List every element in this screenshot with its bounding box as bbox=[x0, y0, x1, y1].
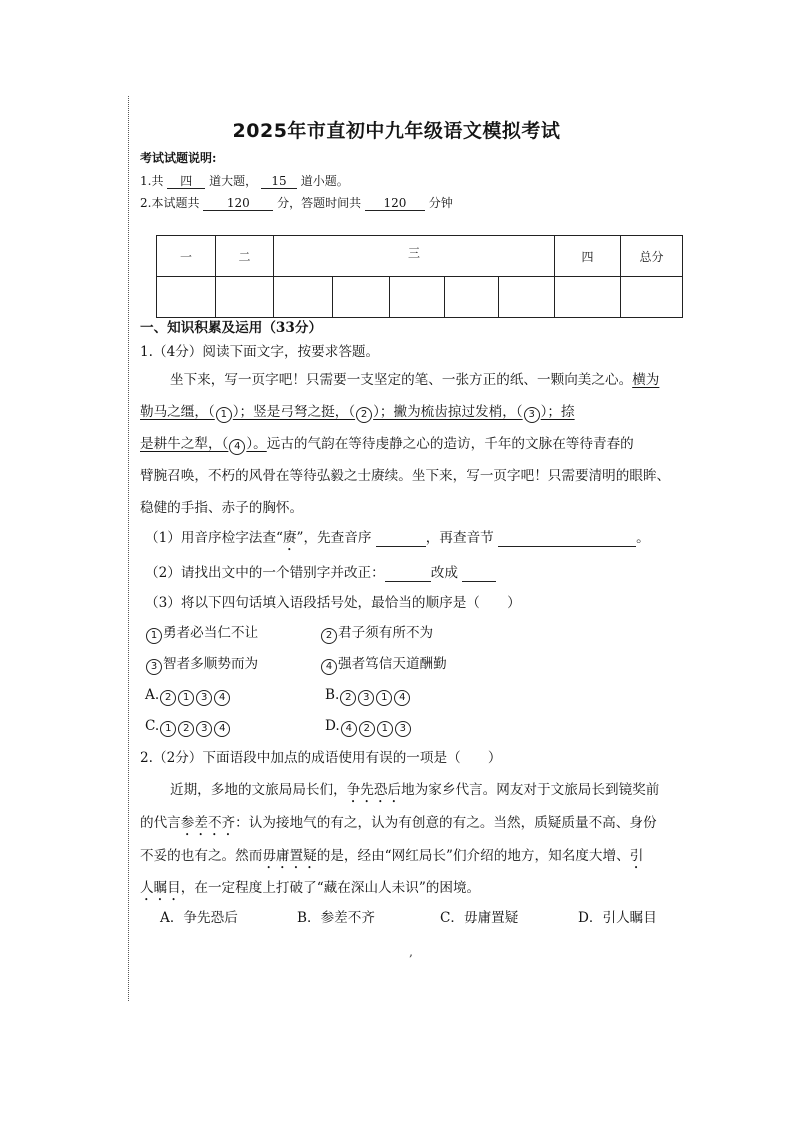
q1-stem: 1.（4分）阅读下面文字，按要求答题。 bbox=[140, 344, 380, 360]
item-text: 勇者必当仁不让 bbox=[163, 625, 259, 641]
q1-p2-b: ）；竖是弓弩之挺，（ bbox=[232, 404, 356, 420]
instr2-total-points: 120 bbox=[203, 197, 273, 211]
q2-p2-c: ：认为接地气的有之，认为有创意的有之。当然，质疑质量不高、身份 bbox=[235, 815, 657, 831]
q1-sub2-b: 改成 bbox=[430, 565, 458, 581]
score-header-4: 四 bbox=[555, 236, 621, 277]
scan-speck: ‚ bbox=[409, 945, 413, 959]
q2-idiom-dotted: 参差不齐 bbox=[180, 815, 236, 831]
seq-number: 1 bbox=[178, 690, 194, 706]
answer-blank-wrong-char[interactable] bbox=[385, 566, 431, 582]
score-cell[interactable] bbox=[390, 277, 445, 318]
score-header-2: 二 bbox=[216, 236, 274, 277]
instructions-line-2 bbox=[140, 197, 453, 211]
q2-p3-a: 不妥的也有之。 bbox=[140, 848, 236, 864]
q1-p3-b: ）。 bbox=[246, 436, 267, 452]
q1-sub-1 bbox=[145, 530, 650, 554]
sentence-item bbox=[145, 658, 258, 675]
q1-paragraph-line-1 bbox=[170, 374, 659, 388]
instr1-question-count: 15 bbox=[261, 175, 297, 189]
instr2-e: 分钟 bbox=[428, 196, 453, 210]
seq-number: 4 bbox=[394, 690, 410, 706]
item-number: 3 bbox=[146, 659, 162, 675]
score-header-3: 三 bbox=[274, 236, 555, 277]
item-text: 强者笃信天道酬勤 bbox=[338, 656, 447, 672]
page-title: 2025年市直初中九年级语文模拟考试 bbox=[232, 120, 561, 142]
seq-number: 3 bbox=[358, 690, 374, 706]
q2-idiom-dotted: 毋庸置疑 bbox=[262, 848, 317, 864]
q1-sub-3: （3）将以下四句话填入语段括号处，最恰当的顺序是（ ） bbox=[145, 595, 521, 611]
score-header-total: 总分 bbox=[621, 236, 683, 277]
blank-marker-2: 2 bbox=[356, 407, 372, 423]
instr2-time: 120 bbox=[365, 197, 425, 211]
seq-number: 1 bbox=[160, 721, 176, 737]
answer-blank-letter[interactable] bbox=[376, 531, 426, 547]
q1-sub-2 bbox=[145, 566, 496, 582]
item-number: 2 bbox=[321, 628, 337, 644]
q1-sub1-b: ”，先查音序 bbox=[296, 530, 372, 546]
answer-blank-correct-char[interactable] bbox=[462, 566, 496, 582]
q2-paragraph-line-2 bbox=[140, 815, 657, 839]
instr1-c: 道大题， bbox=[209, 174, 258, 188]
seq-number: 1 bbox=[377, 721, 393, 737]
instructions-line-1 bbox=[140, 175, 349, 189]
option-a[interactable] bbox=[145, 689, 231, 706]
q2-option-c[interactable]: C．毋庸置疑 bbox=[440, 910, 519, 926]
score-cell[interactable] bbox=[555, 277, 621, 318]
option-label: B. bbox=[325, 687, 340, 703]
instr1-section-count: 四 bbox=[167, 175, 205, 189]
q1-p3-underlined bbox=[140, 436, 267, 452]
score-cell[interactable] bbox=[216, 277, 274, 318]
q2-paragraph-line-1 bbox=[170, 782, 659, 806]
q2-p3-d: 的是，经由“网红局长”们介绍的地方，知名度大增、 bbox=[316, 848, 630, 864]
q1-sub1-d: 。 bbox=[636, 530, 650, 546]
q1-sub1-c: ，再查音节 bbox=[425, 530, 494, 546]
blank-marker-4: 4 bbox=[229, 439, 245, 455]
option-label: A. bbox=[145, 687, 160, 703]
q1-paragraph-line-5: 稳健的手指、赤子的胸怀。 bbox=[140, 500, 304, 516]
q1-sub2-a: （2）请找出文中的一个错别字并改正： bbox=[145, 565, 385, 581]
q2-idiom-dotted: 争先恐后 bbox=[346, 782, 402, 798]
option-b[interactable] bbox=[325, 689, 411, 706]
option-d[interactable] bbox=[325, 720, 412, 737]
answer-blank-syllable[interactable] bbox=[498, 531, 636, 547]
q2-p4-b: ，在一定程度上打破了“藏在深山人未识”的困境。 bbox=[180, 880, 481, 896]
q2-p2-a: 的代言 bbox=[140, 815, 181, 831]
seq-number: 2 bbox=[340, 690, 356, 706]
instr2-c: 分，答题时间共 bbox=[277, 196, 362, 210]
q1-paragraph-line-2 bbox=[140, 406, 575, 423]
q2-option-a[interactable]: A．争先恐后 bbox=[160, 910, 238, 926]
q1-sub1-a: （1）用音序检字法查“ bbox=[145, 530, 283, 546]
score-table bbox=[156, 235, 683, 318]
q1-p2-c: ）；撇为梳齿掠过发梢，（ bbox=[373, 404, 523, 420]
score-cell[interactable] bbox=[445, 277, 499, 318]
score-cell[interactable] bbox=[157, 277, 216, 318]
q1-p2-d: ）；捺 bbox=[540, 404, 575, 420]
seq-number: 2 bbox=[359, 721, 375, 737]
blank-marker-1: 1 bbox=[216, 407, 232, 423]
q1-sub1-dotted-char: 赓 bbox=[282, 530, 297, 546]
q2-stem: 2.（2分）下面语段中加点的成语使用有误的一项是（ ） bbox=[140, 750, 502, 766]
option-label: C. bbox=[145, 718, 160, 734]
score-cell[interactable] bbox=[621, 277, 683, 318]
score-cell[interactable] bbox=[333, 277, 390, 318]
item-text: 君子须有所不为 bbox=[338, 625, 434, 641]
instr1-a: 1.共 bbox=[140, 174, 164, 188]
q1-p3-c: 远古的气韵在等待虔静之心的造访，千年的文脉在等待青春的 bbox=[266, 436, 634, 452]
score-cell[interactable] bbox=[274, 277, 333, 318]
section-1-heading: 一、知识积累及运用（33分） bbox=[140, 320, 323, 336]
sentence-item bbox=[320, 658, 447, 675]
q2-p3-b: 然而 bbox=[235, 848, 263, 864]
q2-paragraph-line-3 bbox=[140, 848, 643, 872]
binding-fold-line bbox=[128, 96, 129, 1001]
seq-number: 4 bbox=[341, 721, 357, 737]
score-header-1: 一 bbox=[157, 236, 216, 277]
sentence-item bbox=[320, 627, 433, 644]
q2-option-b[interactable]: B．参差不齐 bbox=[297, 910, 375, 926]
q1-paragraph-line-3 bbox=[140, 438, 634, 455]
score-cell[interactable] bbox=[499, 277, 555, 318]
seq-number: 3 bbox=[196, 690, 212, 706]
item-number: 1 bbox=[146, 628, 162, 644]
seq-number: 2 bbox=[160, 690, 176, 706]
seq-number: 1 bbox=[376, 690, 392, 706]
seq-number: 4 bbox=[214, 721, 230, 737]
q2-p1-a: 近期，多地的文旅局局长们， bbox=[170, 782, 347, 798]
seq-number: 3 bbox=[196, 721, 212, 737]
q1-paragraph-line-4: 臂腕召唤，不朽的风骨在等待弘毅之士赓续。坐下来，写一页字吧！只需要清明的眼眸、 bbox=[140, 468, 671, 484]
q1-p2-a: 勒马之缰，（ bbox=[140, 404, 215, 420]
q2-option-d[interactable]: D．引人瞩目 bbox=[578, 910, 657, 926]
item-text: 智者多顺势而为 bbox=[163, 656, 259, 672]
q2-p1-c: 地为家乡代言。网友对于文旅局长到镜奖前 bbox=[401, 782, 660, 798]
sentence-item bbox=[145, 627, 258, 644]
seq-number: 4 bbox=[214, 690, 230, 706]
q2-paragraph-line-4 bbox=[140, 880, 480, 904]
instr1-e: 道小题。 bbox=[300, 174, 349, 188]
q1-p2-underlined bbox=[140, 404, 575, 420]
q2-idiom-dotted: 引 bbox=[629, 848, 644, 864]
instructions-heading: 考试试题说明: bbox=[140, 151, 217, 165]
q2-idiom-dotted: 人瞩目 bbox=[140, 880, 181, 896]
seq-number: 3 bbox=[395, 721, 411, 737]
instr2-a: 2.本试题共 bbox=[140, 196, 200, 210]
option-c[interactable] bbox=[145, 720, 231, 737]
option-label: D. bbox=[325, 718, 340, 734]
q1-p3-a: 是耕牛之犁，（ bbox=[140, 436, 229, 452]
item-number: 4 bbox=[321, 659, 337, 675]
seq-number: 2 bbox=[178, 721, 194, 737]
q1-p1-underlined: 横为 bbox=[632, 372, 660, 388]
blank-marker-3: 3 bbox=[524, 407, 540, 423]
q1-p1-text: 坐下来，写一页字吧！只需要一支坚定的笔、一张方正的纸、一颗向美之心。 bbox=[170, 372, 633, 388]
